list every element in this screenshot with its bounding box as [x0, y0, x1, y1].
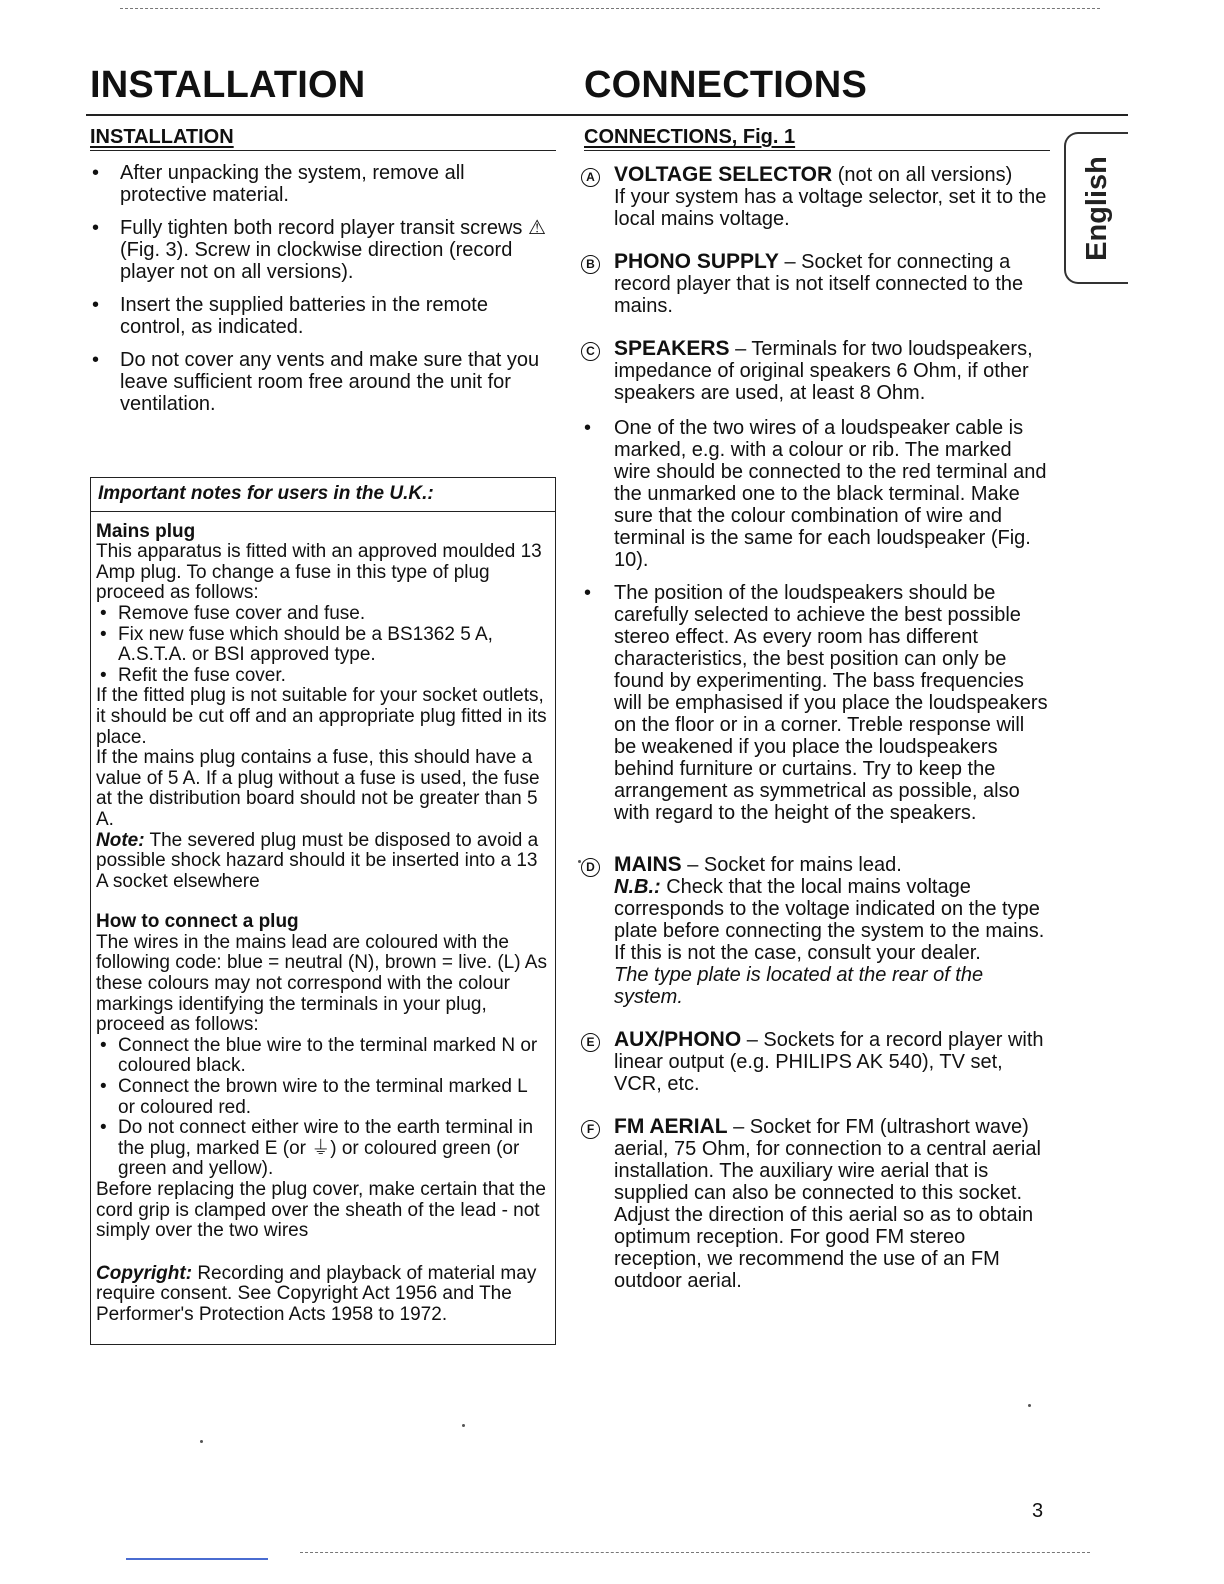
- uk-notes-box: [90, 477, 556, 1345]
- heading-rule: [86, 114, 1128, 116]
- connection-title: SPEAKERS: [614, 337, 730, 360]
- connections-section: [581, 164, 1051, 1313]
- connection-text: – Terminals for two loudspeakers, impedance of original speakers 6 Ohm, if other speakers are used, at least 8 Ohm.: [614, 338, 1033, 404]
- page-number: 3: [1032, 1500, 1044, 1522]
- connection-text: – Socket for connecting a record player that is not itself connected to the mains.: [614, 251, 1024, 317]
- marker-b-icon: B: [581, 255, 600, 274]
- connect-plug-heading: How to connect a plug: [96, 911, 299, 933]
- list-item: • One of the two wires of a loudspeaker cable is marked, e.g. with a colour or rib. The marked wire should be connected to the red terminal and the unmarked one to the black terminal. Make sure that the colour combination of wire and terminal is the same for each loudspeaker (Fig. 10).: [581, 417, 1051, 571]
- connection-item-fm-aerial: [581, 1116, 1051, 1292]
- connection-item-phono-supply: [581, 251, 1051, 317]
- spacer: [96, 1242, 549, 1264]
- nb-label: N.B.:: [614, 876, 661, 898]
- connection-title: MAINS: [614, 853, 682, 876]
- connection-item-speakers: [581, 338, 1051, 404]
- list-item: • Connect the blue wire to the terminal marked N or coloured black.: [96, 1036, 549, 1077]
- scan-line-bottom: [300, 1552, 1090, 1553]
- connection-text: – Socket for FM (ultrashort wave) aerial, 75 Ohm, for connection to a central aerial installation. The auxiliary wire aerial that is supplied can also be connected to this socket. Adjust the direction of this aerial so as to obtain optimum reception. For good FM stereo reception, we recommend the use of an FM outdoor aerial.: [614, 1116, 1041, 1292]
- list-item: • Do not cover any vents and make sure that you leave sufficient room free around the unit for ventilation.: [90, 349, 556, 415]
- mains-text: [614, 854, 1051, 876]
- speck: [462, 1424, 465, 1427]
- installation-section-title: INSTALLATION: [90, 126, 234, 148]
- connection-item-voltage-selector: [581, 164, 1051, 230]
- copyright-text: Recording and playback of material may require consent. See Copyright Act 1956 and The Performer's Protection Acts 1958 to 1972.: [96, 1262, 537, 1325]
- connection-title: VOLTAGE SELECTOR: [614, 163, 833, 186]
- bottom-link-line: [126, 1558, 268, 1560]
- page-heading-connections: CONNECTIONS: [584, 64, 867, 106]
- connection-title: AUX/PHONO: [614, 1028, 742, 1051]
- list-item: • After unpacking the system, remove all protective material.: [90, 162, 556, 206]
- connect-plug-outro: Before replacing the plug cover, make certain that the cord grip is clamped over the sheath of the lead - not simply over the two wires: [96, 1179, 546, 1242]
- connection-text: – Socket for mains lead.: [681, 854, 902, 876]
- connection-title: FM AERIAL: [614, 1115, 728, 1138]
- list-item: • Remove fuse cover and fuse.: [96, 604, 549, 625]
- nb-text: Check that the local mains voltage corresponds to the voltage indicated on the type plate before connecting the system to the mains. If this is not the case, consult your dealer.: [614, 876, 1045, 964]
- speck: [1028, 1404, 1031, 1407]
- type-plate-note: The type plate is located at the rear of the system.: [614, 964, 984, 1008]
- mains-plug-note: [96, 831, 549, 893]
- wiring-steps-list: [96, 1036, 549, 1180]
- uk-notes-title: Important notes for users in the U.K.:: [91, 484, 555, 512]
- connections-title-rule: [584, 150, 1050, 151]
- language-tab: [1064, 132, 1128, 284]
- mains-plug-heading: Mains plug: [96, 520, 196, 542]
- marker-f-icon: F: [581, 1120, 600, 1139]
- list-item: • Insert the supplied batteries in the remote control, as indicated.: [90, 294, 556, 338]
- connection-item-aux-phono: [581, 1029, 1051, 1095]
- scan-line-top: [120, 8, 1100, 9]
- fuse-steps-list: [96, 604, 549, 686]
- connect-plug-intro: The wires in the mains lead are coloured with the following code: blue = neutral (N), brown = live. (L) As these colours may not correspond with the colour markings identifying the terminals in your plug, proceed as follows:: [96, 931, 547, 1036]
- installation-title-rule: [90, 150, 556, 151]
- mains-plug-intro: This apparatus is fitted with an approved moulded 13 Amp plug. To change a fuse in this type of plug proceed as follows:: [96, 541, 542, 604]
- speck: [200, 1440, 203, 1443]
- speakers-bullets: [581, 417, 1051, 824]
- language-label: English: [1080, 155, 1113, 261]
- voltage-selector-heading: [614, 164, 1051, 186]
- connections-section-title: CONNECTIONS, Fig. 1: [584, 126, 796, 148]
- list-item: • Fully tighten both record player transit screws ⚠ (Fig. 3). Screw in clockwise direction (record player not on all versions).: [90, 217, 556, 283]
- list-item: • Fix new fuse which should be a BS1362 5 A, A.S.T.A. or BSI approved type.: [96, 625, 549, 666]
- mains-nb: [614, 876, 1051, 964]
- connection-title-suffix: (not on all versions): [832, 164, 1013, 186]
- speakers-text: [614, 338, 1051, 404]
- note-label: Note:: [96, 829, 145, 851]
- marker-c-icon: C: [581, 342, 600, 361]
- connection-text: If your system has a voltage selector, set it to the local mains voltage.: [614, 186, 1047, 230]
- connection-item-mains: [581, 854, 1051, 1008]
- copyright-label: Copyright:: [96, 1262, 193, 1284]
- connection-title: PHONO SUPPLY: [614, 250, 779, 273]
- mains-plug-para-1: If the fitted plug is not suitable for your socket outlets, it should be cut off and an appropriate plug fitted in its place.: [96, 685, 547, 748]
- installation-section: [90, 162, 556, 426]
- mains-plug-para-2: If the mains plug contains a fuse, this should have a value of 5 A. If a plug without a fuse is used, the fuse at the distribution board should not be greater than 5 A.: [96, 747, 540, 830]
- marker-a-icon: A: [581, 168, 600, 187]
- phono-supply-text: [614, 251, 1051, 317]
- list-item: • The position of the loudspeakers should be carefully selected to achieve the best possible stereo effect. As every room has different characteristics, the best position can only be found by experimenting. The bass frequencies will be emphasised if you place the loudspeakers on the floor or in a corner. Treble response will be weakened if you place the loudspeakers behind furniture or curtains. Try to keep the arrangement as symmetrical as possible, also with regard to the height of the speakers.: [581, 582, 1051, 824]
- list-item: • Connect the brown wire to the terminal marked L or coloured red.: [96, 1077, 549, 1118]
- page-heading-installation: INSTALLATION: [90, 64, 366, 106]
- copyright-note: [96, 1264, 549, 1326]
- aux-phono-text: [614, 1029, 1051, 1095]
- marker-d-icon: D: [581, 858, 600, 877]
- installation-list: [90, 162, 556, 415]
- marker-e-icon: E: [581, 1033, 600, 1052]
- list-item: • Refit the fuse cover.: [96, 666, 549, 687]
- note-text: The severed plug must be disposed to avoid a possible shock hazard should it be inserted into a 13 A socket elsewhere: [96, 829, 539, 892]
- connection-text: – Sockets for a record player with linear output (e.g. PHILIPS AK 540), TV set, VCR, etc.: [614, 1029, 1044, 1095]
- list-item: • Do not connect either wire to the earth terminal in the plug, marked E (or ⏚) or coloured green (or green and yellow).: [96, 1118, 549, 1180]
- fm-aerial-text: [614, 1116, 1051, 1292]
